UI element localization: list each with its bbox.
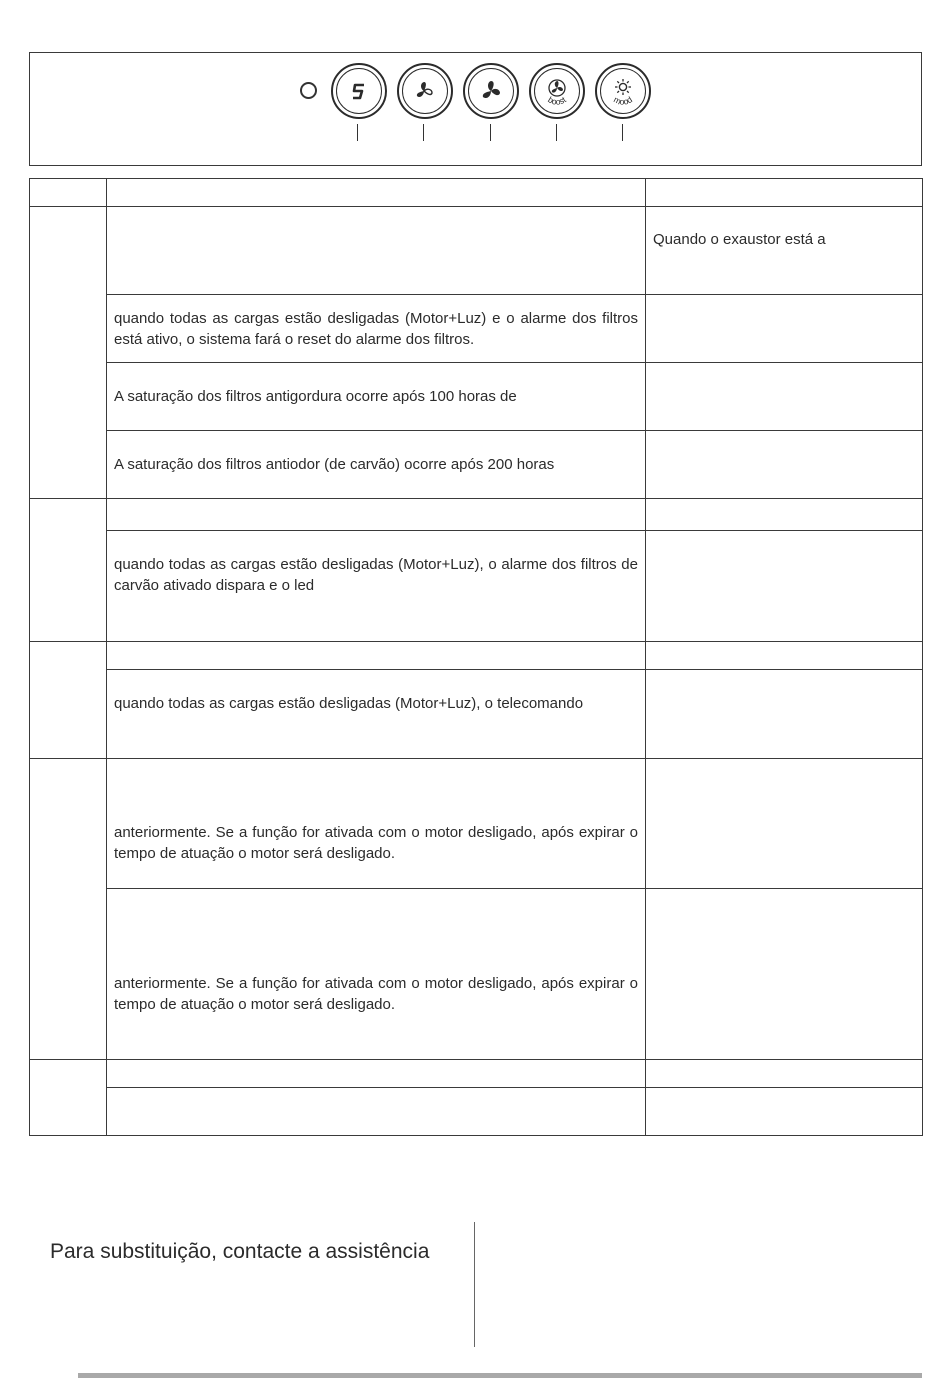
- speed-high-button[interactable]: [463, 63, 519, 119]
- table-row: [30, 363, 923, 431]
- table-cell: [107, 207, 646, 295]
- table-row: [30, 642, 923, 670]
- table-key-cell: [30, 642, 107, 759]
- table-cell: [646, 1088, 923, 1136]
- table-cell: [107, 889, 646, 1060]
- table-cell: [107, 1088, 646, 1136]
- column-divider: [474, 1222, 475, 1347]
- callout-line: [357, 124, 358, 141]
- led-indicator: [300, 82, 317, 99]
- mood-label: mood: [612, 94, 634, 107]
- table-key-cell: [30, 759, 107, 1060]
- boost-button[interactable]: [529, 63, 585, 119]
- table-cell: [107, 531, 646, 642]
- table-cell: [646, 431, 923, 499]
- table-cell: [107, 295, 646, 363]
- table-row: [30, 670, 923, 759]
- fan-boost-icon: [531, 65, 583, 117]
- table-key-cell: [30, 1060, 107, 1136]
- table-cell: [107, 431, 646, 499]
- callout-line: [423, 124, 424, 141]
- table-cell: [646, 1060, 923, 1088]
- row-description: quando todas as cargas estão desligadas (Motor+Luz), o alarme dos filtros de carvão ativado dispara e o led: [114, 556, 638, 594]
- speed-low-button[interactable]: [397, 63, 453, 119]
- table-cell: [646, 642, 923, 670]
- light-mood-icon: [597, 65, 649, 117]
- timer-button[interactable]: [331, 63, 387, 119]
- boost-label: boost: [546, 94, 568, 107]
- svg-text:mood: [612, 94, 634, 107]
- function-table: [29, 178, 923, 1136]
- fan-low-icon: [399, 65, 451, 117]
- timer-icon: [333, 65, 385, 117]
- table-header-row: [30, 179, 923, 207]
- table-cell: [107, 179, 646, 207]
- table-cell: [646, 889, 923, 1060]
- table-cell: [30, 179, 107, 207]
- fan-high-icon: [465, 65, 517, 117]
- row-description: quando todas as cargas estão desligadas (Motor+Luz) e o alarme dos filtros está ativo, o sistema fará o reset do alarme dos filtros.: [114, 309, 638, 348]
- table-cell: [646, 179, 923, 207]
- row-description: anteriormente. Se a função for ativada com o motor desligado, após expirar o tempo de atuação o motor será desligado.: [114, 975, 638, 1013]
- table-cell: [646, 207, 923, 295]
- table-cell: [646, 531, 923, 642]
- table-cell: [646, 499, 923, 531]
- callout-line: [622, 124, 623, 141]
- table-row: [30, 1060, 923, 1088]
- table-row: [30, 207, 923, 295]
- table-cell: [107, 759, 646, 889]
- table-row: [30, 431, 923, 499]
- row-description: anteriormente. Se a função for ativada com o motor desligado, após expirar o tempo de atuação o motor será desligado.: [114, 824, 638, 862]
- row-note: Quando o exaustor está a: [653, 230, 826, 248]
- row-description: A saturação dos filtros antiodor (de carvão) ocorre após 200 horas: [114, 456, 555, 473]
- table-cell: [646, 670, 923, 759]
- callout-line: [490, 124, 491, 141]
- replacement-note: Para substituição, contacte a assistência: [50, 1240, 430, 1263]
- row-description: A saturação dos filtros antigordura ocorre após 100 horas de: [114, 388, 517, 405]
- table-key-cell: [30, 207, 107, 499]
- table-row: [30, 531, 923, 642]
- table-cell: [107, 499, 646, 531]
- table-row: [30, 889, 923, 1060]
- table-cell: [646, 759, 923, 889]
- table-row: [30, 499, 923, 531]
- table-cell: [107, 642, 646, 670]
- table-key-cell: [30, 499, 107, 642]
- table-cell: [646, 363, 923, 431]
- table-cell: [107, 670, 646, 759]
- page-footer-bar: [78, 1373, 922, 1378]
- table-cell: [646, 295, 923, 363]
- table-cell: [107, 363, 646, 431]
- callout-line: [556, 124, 557, 141]
- table-cell: [107, 1060, 646, 1088]
- table-row: [30, 295, 923, 363]
- table-row: [30, 759, 923, 889]
- table-row: [30, 1088, 923, 1136]
- mood-button[interactable]: [595, 63, 651, 119]
- row-description: quando todas as cargas estão desligadas (Motor+Luz), o telecomando: [114, 695, 584, 712]
